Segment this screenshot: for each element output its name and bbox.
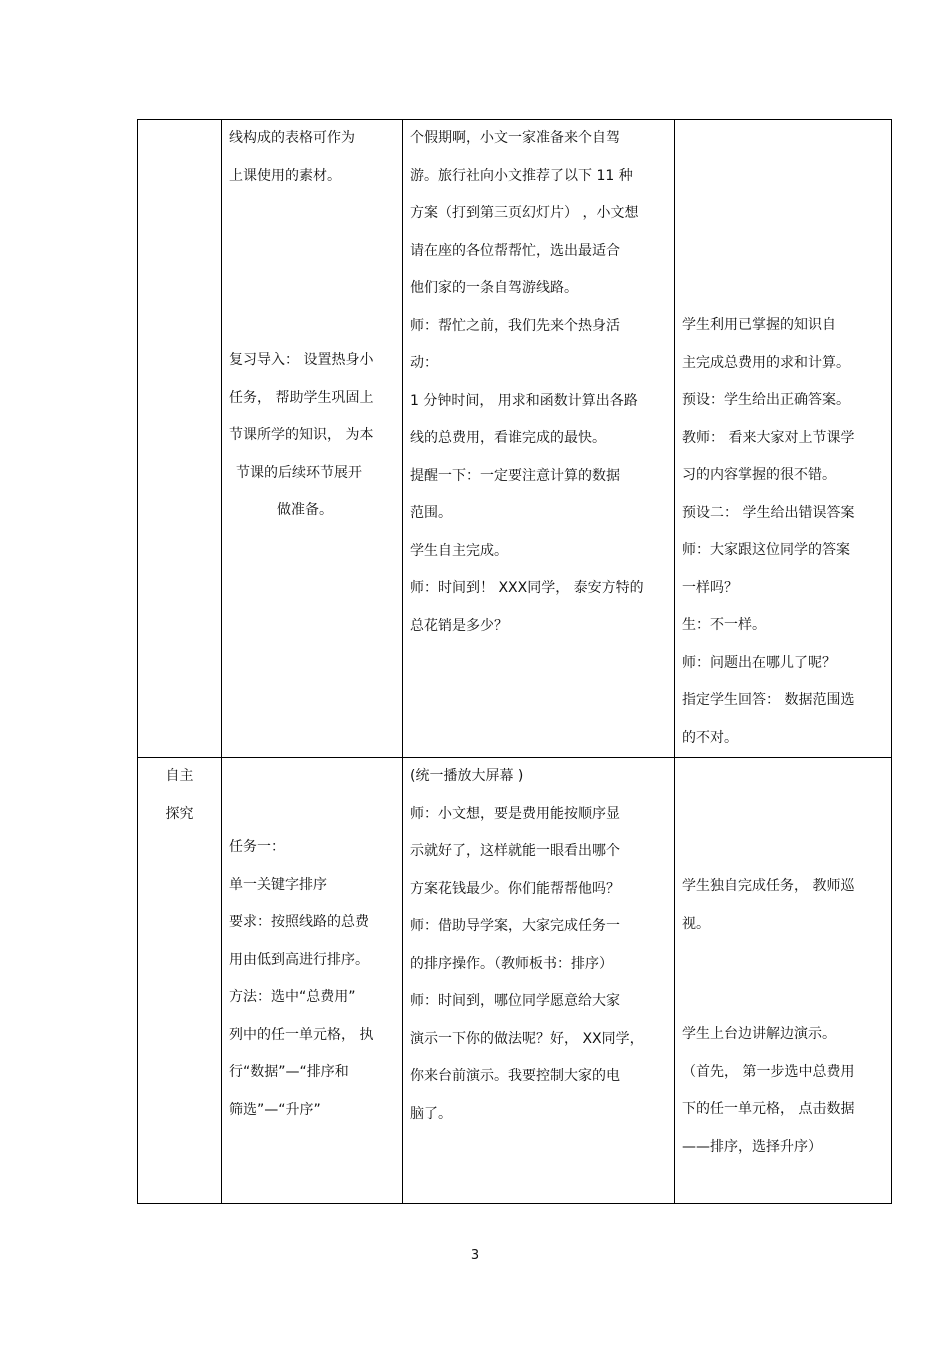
text-line: 个假期啊，小文一家准备来个自驾 (410, 130, 620, 146)
text-line: 师：帮忙之前，我们先来个热身活 (410, 317, 620, 334)
text-line: 师：问题出在哪儿了呢？ (682, 654, 836, 671)
text-line: 列中的任一单元格， 执 (229, 1026, 374, 1043)
text-line: 任务一： (229, 839, 285, 855)
teacher-activity-cell (403, 120, 675, 758)
page-number: 3 (470, 1248, 480, 1263)
text-line: 提醒一下：一定要注意计算的数据 (410, 467, 620, 484)
text-line: 他们家的一条自驾游线路。 (410, 280, 578, 296)
text-line: 指定学生回答： 数据范围选 (682, 692, 855, 708)
text-line: 节课所学的知识， 为本 (229, 427, 374, 443)
text-line: 主完成总费用的求和计算。 (682, 354, 850, 371)
text-line: ——排序，选择升序） (682, 1138, 822, 1155)
lesson-plan-table (137, 119, 892, 1204)
table-row (138, 120, 892, 758)
text-line: 师：大家跟这位同学的答案 (682, 542, 850, 558)
text-line: 下的任一单元格， 点击数据 (682, 1101, 855, 1117)
text-line: 动： (410, 355, 438, 371)
text-line: 预设二： 学生给出错误答案 (682, 504, 855, 521)
stage-label-line: 自主 (165, 768, 194, 784)
text-line: 预设：学生给出正确答案。 (682, 392, 850, 408)
text-line: 单一关键字排序 (229, 876, 327, 893)
text-line: 一样吗？ (682, 579, 738, 596)
design-intent-cell (222, 120, 403, 758)
text-line: 习的内容掌握的很不错。 (682, 467, 836, 483)
stage-cell (138, 758, 222, 1204)
stage-cell (138, 120, 222, 758)
text-line: 方案花钱最少。你们能帮帮他吗？ (410, 880, 620, 897)
text-line: 复习导入： 设置热身小 (229, 352, 374, 368)
text-line: 节课的后续环节展开 (236, 464, 362, 481)
text-line: 线的总费用，看谁完成的最快。 (410, 430, 606, 446)
student-activity-cell (675, 758, 892, 1204)
stage-label (138, 758, 221, 833)
text-line: 游。旅行社向小文推荐了以下 11 种 (410, 167, 633, 184)
text-line: 线构成的表格可作为 (229, 130, 355, 146)
text-line: 演示一下你的做法呢？好， XX同学， (410, 1030, 644, 1047)
text-line: 用由低到高进行排序。 (229, 951, 369, 968)
text-line: 示就好了，这样就能一眼看出哪个 (410, 843, 620, 859)
text-line: 方法：选中“总费用” (229, 989, 356, 1005)
stage-label-line: 探究 (165, 805, 194, 822)
text-line: 筛选”—“升序” (229, 1101, 321, 1118)
text-line: 视。 (682, 915, 710, 932)
text-line: 学生自主完成。 (410, 542, 508, 559)
text-line: (统一播放大屏幕 ) (410, 768, 524, 784)
text-line: 1 分钟时间， 用求和函数计算出各路 (410, 392, 638, 409)
text-line: 师：借助导学案，大家完成任务一 (410, 918, 620, 934)
text-line: 做准备。 (277, 502, 333, 518)
text-line: 的不对。 (682, 729, 738, 746)
text-line: 脑了。 (410, 1105, 452, 1122)
text-line: 生：不一样。 (682, 617, 766, 633)
text-line: 任务， 帮助学生巩固上 (229, 389, 374, 406)
text-line: 总花销是多少？ (410, 617, 508, 634)
student-activity-cell (675, 120, 892, 758)
text-line: 师：时间到，哪位同学愿意给大家 (410, 993, 620, 1009)
teacher-activity-cell (403, 758, 675, 1204)
text-line: 上课使用的素材。 (229, 167, 341, 184)
text-line: 你来台前演示。我要控制大家的电 (410, 1068, 620, 1084)
text-line: 要求：按照线路的总费 (229, 914, 369, 930)
text-line: 学生上台边讲解边演示。 (682, 1026, 836, 1042)
table-row (138, 758, 892, 1204)
text-line: 教师： 看来大家对上节课学 (682, 429, 855, 446)
text-line: 师：小文想，要是费用能按顺序显 (410, 805, 620, 822)
design-intent-cell (222, 758, 403, 1204)
text-line: 师：时间到！ XXX同学， 泰安方特的 (410, 580, 644, 596)
text-line: 范围。 (410, 505, 452, 521)
text-line: 的排序操作。（教师板书：排序） (410, 955, 613, 972)
text-line: 请在座的各位帮帮忙，选出最适合 (410, 242, 620, 259)
text-line: 学生利用已掌握的知识自 (682, 317, 836, 333)
text-line: （首先， 第一步选中总费用 (682, 1063, 855, 1080)
text-line: 行“数据”—“排序和 (229, 1064, 349, 1080)
text-line: 学生独自完成任务， 教师巡 (682, 878, 855, 894)
text-line: 方案（打到第三页幻灯片） ，小文想 (410, 205, 639, 221)
